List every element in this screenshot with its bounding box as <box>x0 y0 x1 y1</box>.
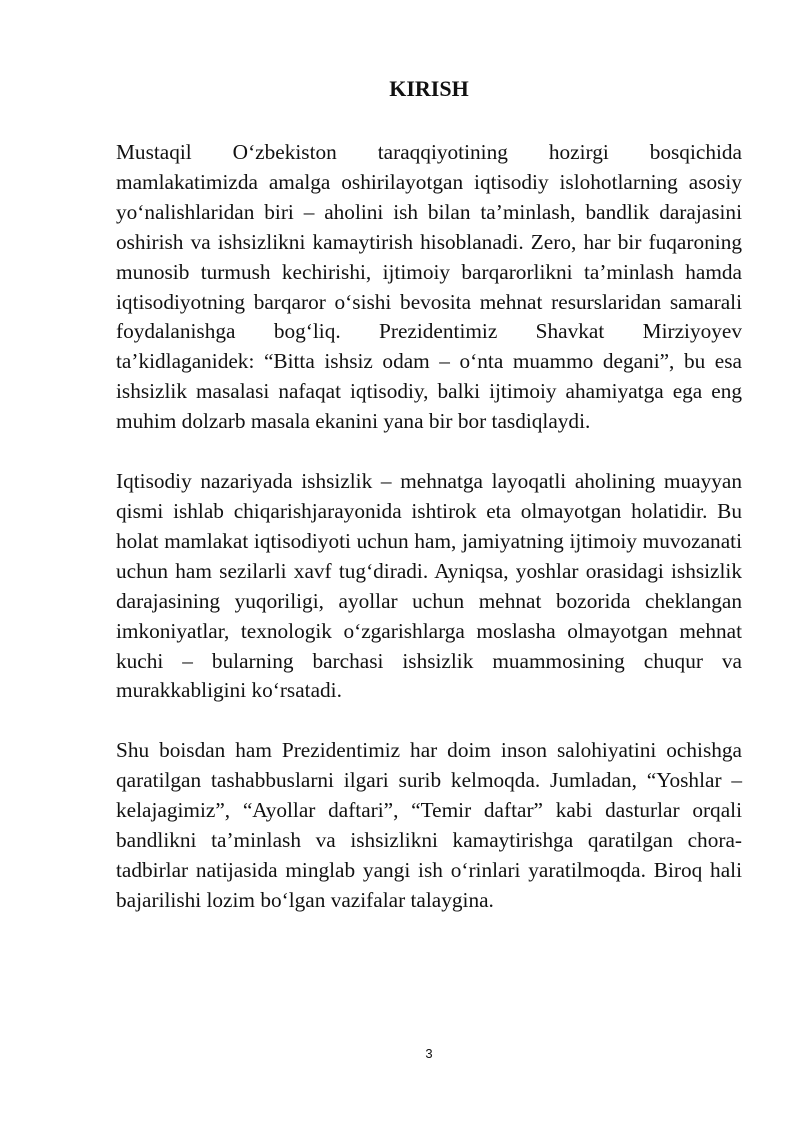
page-title: KIRISH <box>389 76 469 101</box>
paragraph-1: Mustaqil O‘zbekiston taraqqiyotining hozirgi bosqichida mamlakatimizda amalga oshirilayotgan iqtisodiy islohotlarning asosiy yo‘nalishlaridan biri – aholini ish bilan ta’minlash, bandlik darajasini oshirish va ishsizlikni kamaytirish hisoblanadi. Zero, har bir fuqaroning munosib turmush kechirishi, ijtimoiy barqarorlikni ta’minlash hamda iqtisodiyotning barqaror o‘sishi bevosita mehnat resurslaridan samarali foydalanishga bog‘liq. Prezidentimiz Shavkat Mirziyoyev ta’kidlaganidek: “Bitta ishsiz odam – o‘nta muammo degani”, bu esa ishsizlik masalasi nafaqat iqtisodiy, balki ijtimoiy ahamiyatga ega eng muhim dolzarb masala ekanini yana bir bor tasdiqlaydi. <box>116 140 742 434</box>
page-number: 3 <box>425 1046 433 1061</box>
paragraph-3: Shu boisdan ham Prezidentimiz har doim inson salohiyatini ochishga qaratilgan tashabbuslarni ilgari surib kelmoqda. Jumladan, “Yoshlar – kelajagimiz”, “Ayollar daftari”, “Temir daftar” kabi dasturlar orqali bandlikni ta’minlash va ishsizlikni kamaytirishga qaratilgan chora-tadbirlar natijasida minglab yangi ish o‘rinlari yaratilmoqda. Biroq hali bajarilishi lozim bo‘lgan vazifalar talaygina. <box>116 738 742 912</box>
paragraph-2: Iqtisodiy nazariyada ishsizlik – mehnatga layoqatli aholining muayyan qismi ishlab chiqarishjarayonida ishtirok eta olmayotgan holatidir. Bu holat mamlakat iqtisodiyoti uchun ham, jamiyatning ijtimoiy muvozanati uchun ham sezilarli xavf tug‘diradi. Ayniqsa, yoshlar orasidagi ishsizlik darajasining yuqoriligi, ayollar uchun mehnat bozorida cheklangan imkoniyatlar, texnologik o‘zgarishlarga moslasha olmayotgan mehnat kuchi – bularning barchasi ishsizlik muammosining chuqur va murakkabligini ko‘rsatadi. <box>116 469 742 703</box>
document-body <box>116 138 742 946</box>
